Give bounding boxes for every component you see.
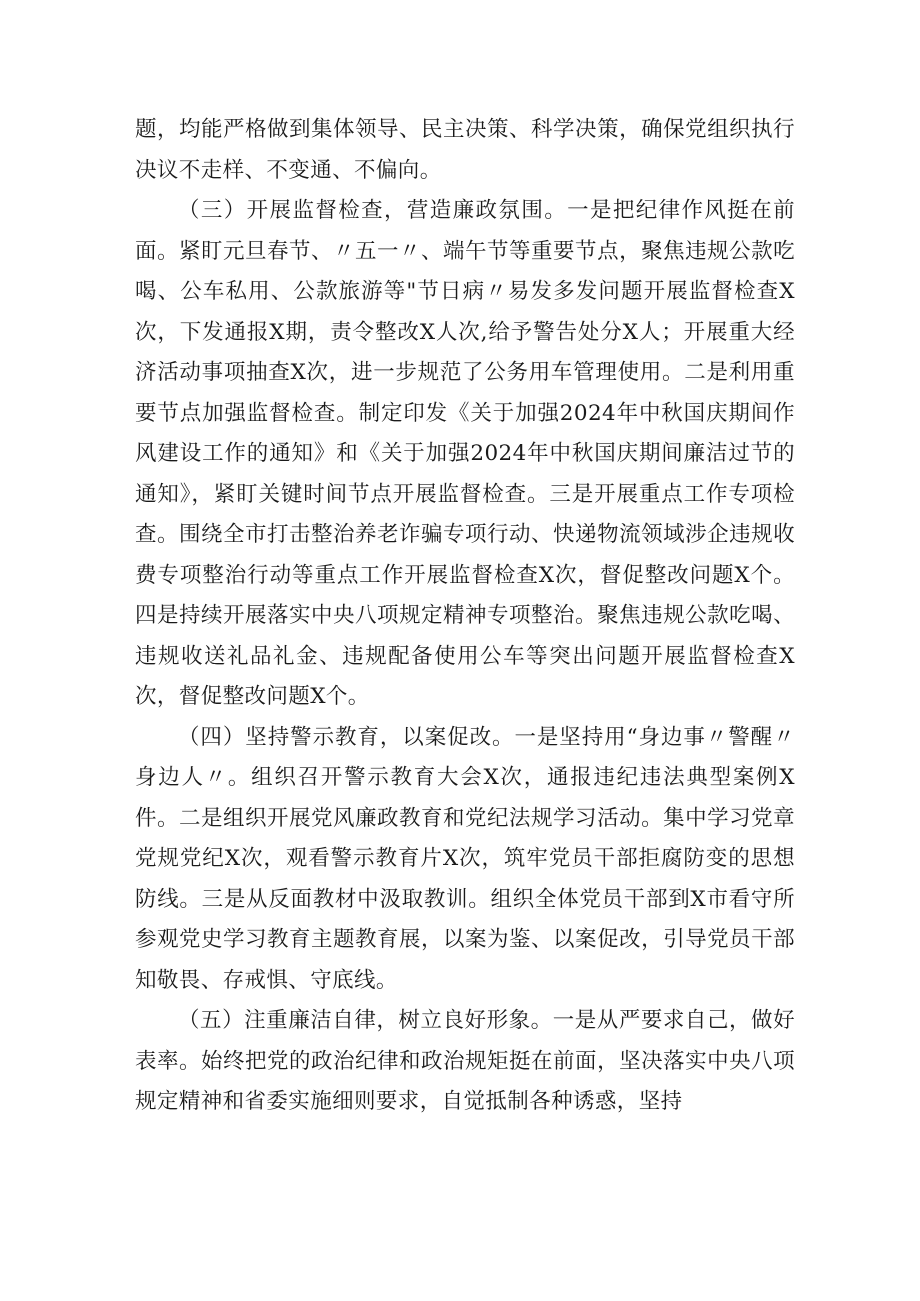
paragraph-section-5: （五）注重廉洁自律，树立良好形象。一是从严要求自己，做好表率。始终把党的政治纪律和政治规矩挺在前面，坚决落实中央八项规定精神和省委实施细则要求，自觉抵制各种诱惑，坚持 [135,1008,795,1114]
paragraph-continuation: 题，均能严格做到集体领导、民主决策、科学决策，确保党组织执行决议不走样、不变通、不偏向。 [135,117,795,183]
paragraph-section-3: （三）开展监督检查，营造廉政氛围。一是把纪律作风挺在前面。紧盯元旦春节、〃五一〃、端午节等重要节点，聚焦违规公款吃喝、公车私用、公款旅游等"节日病〃易发多发问题开展监督检查X次，下发通报X期，责令整改X人次,给予警告处分X人；开展重大经济活动事项抽查X次，进一步规范了公务用车管理使用。二是利用重要节点加强监督检查。制定印发《关于加强2024年中秋国庆期间作风建设工作的通知》和《关于加强2024年中秋国庆期间廉洁过节的通知》，紧盯关键时间节点开展监督检查。三是开展重点工作专项检查。围绕全市打击整治养老诈骗专项行动、快递物流领域涉企违规收费专项整治行动等重点工作开展监督检查X次，督促整改问题X个。四是持续开展落实中央八项规定精神专项整治。聚焦违规公款吃喝、违规收送礼品礼金、违规配备使用公车等突出问题开展监督检查X次，督促整改问题X个。 [135,198,795,709]
paragraph-section-4: （四）坚持警示教育，以案促改。一是坚持用“身边事〃警醒〃身边人〃。组织召开警示教育大会X次，通报违纪违法典型案例X件。二是组织开展党风廉政教育和党纪法规学习活动。集中学习党章党规党纪X次，观看警示教育片X次，筑牢党员干部拒腐防变的思想防线。三是从反面教材中汲取教训。组织全体党员干部到X市看守所参观党史学习教育主题教育展，以案为鉴、以案促改，引导党员干部知敬畏、存戒惧、守底线。 [135,724,795,993]
document-body [135,110,795,1123]
